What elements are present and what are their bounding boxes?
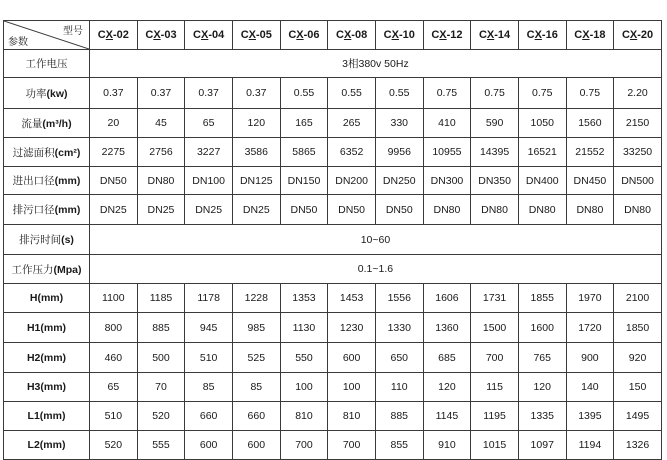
param-value: 2756 <box>137 138 185 167</box>
param-row <box>4 225 662 255</box>
param-value: 810 <box>280 402 328 431</box>
param-row <box>4 50 662 78</box>
param-value: 1015 <box>471 431 519 460</box>
param-value: 0.75 <box>423 78 471 109</box>
param-value: 1731 <box>471 284 519 313</box>
model-series: X <box>391 29 399 41</box>
param-value: 1606 <box>423 284 471 313</box>
param-row <box>4 138 662 167</box>
param-value: 985 <box>232 313 280 343</box>
param-value: 3586 <box>232 138 280 167</box>
param-value: 885 <box>137 313 185 343</box>
param-value: 0.37 <box>137 78 185 109</box>
param-value: 0.75 <box>471 78 519 109</box>
param-value: DN80 <box>471 195 519 225</box>
param-value: 1145 <box>423 402 471 431</box>
param-value: 14395 <box>471 138 519 167</box>
param-value: DN350 <box>471 167 519 195</box>
param-span-value: 10~60 <box>90 225 662 255</box>
param-unit: (cm²) <box>54 146 81 159</box>
param-value: 1855 <box>518 284 566 313</box>
param-label <box>4 373 90 402</box>
param-value: DN50 <box>328 195 376 225</box>
param-value: 1500 <box>471 313 519 343</box>
param-name: 工作压力 <box>11 263 54 276</box>
param-value: 810 <box>328 402 376 431</box>
param-name: 流量 <box>21 117 43 130</box>
param-value: DN25 <box>185 195 233 225</box>
model-prefix: C <box>240 29 249 41</box>
param-label <box>4 431 90 460</box>
model-number: -08 <box>351 29 368 41</box>
model-number: -20 <box>637 29 654 41</box>
param-name: 功率 <box>25 87 47 100</box>
param-value: 0.55 <box>375 78 423 109</box>
model-series: X <box>439 29 447 41</box>
param-value: 16521 <box>518 138 566 167</box>
param-value: DN80 <box>137 167 185 195</box>
param-unit: H2(mm) <box>26 351 67 364</box>
param-value: DN80 <box>518 195 566 225</box>
param-value: 85 <box>185 373 233 402</box>
model-header <box>90 21 138 50</box>
model-series: X <box>105 29 114 41</box>
param-value: 1228 <box>232 284 280 313</box>
param-value: DN150 <box>280 167 328 195</box>
param-value: 525 <box>232 343 280 373</box>
param-row <box>4 343 662 373</box>
param-row <box>4 284 662 313</box>
model-series: X <box>534 29 542 41</box>
param-value: 1495 <box>614 402 662 431</box>
param-value: 2150 <box>614 109 662 138</box>
param-value: 1330 <box>375 313 423 343</box>
param-value: 265 <box>328 109 376 138</box>
param-value: 765 <box>518 343 566 373</box>
param-row <box>4 402 662 431</box>
model-prefix: C <box>431 29 440 41</box>
param-value: 885 <box>375 402 423 431</box>
model-number: -14 <box>494 29 511 41</box>
param-row <box>4 109 662 138</box>
param-unit: (mm) <box>54 204 81 216</box>
param-value: 2100 <box>614 284 662 313</box>
model-header <box>423 21 471 50</box>
model-header <box>471 21 519 50</box>
param-value: 1850 <box>614 313 662 343</box>
param-value: 1720 <box>566 313 614 343</box>
param-value: 1560 <box>566 109 614 138</box>
model-number: -04 <box>208 29 225 41</box>
param-value: DN25 <box>137 195 185 225</box>
param-value: 110 <box>375 373 423 402</box>
model-series: X <box>486 29 495 41</box>
param-value: 1395 <box>566 402 614 431</box>
param-value: 510 <box>185 343 233 373</box>
model-prefix: C <box>97 29 106 41</box>
model-header <box>518 21 566 50</box>
param-row <box>4 195 662 225</box>
param-value: 165 <box>280 109 328 138</box>
param-name: 排污口径 <box>12 204 55 216</box>
param-value: 0.75 <box>566 78 614 109</box>
param-value: 920 <box>614 343 662 373</box>
model-number: -18 <box>589 29 606 41</box>
param-value: 0.55 <box>280 78 328 109</box>
model-header <box>375 21 423 50</box>
param-value: 1453 <box>328 284 376 313</box>
model-series: X <box>629 29 638 41</box>
param-value: 1335 <box>518 402 566 431</box>
param-value: 65 <box>185 109 233 138</box>
model-number: -16 <box>541 29 558 41</box>
param-value: DN80 <box>614 195 662 225</box>
model-header <box>232 21 280 50</box>
model-header <box>566 21 614 50</box>
param-value: 0.37 <box>185 78 233 109</box>
param-value: DN400 <box>518 167 566 195</box>
model-number: -03 <box>160 29 177 41</box>
model-number: -02 <box>113 29 129 41</box>
param-unit: (Mpa) <box>53 263 82 276</box>
param-value: DN500 <box>614 167 662 195</box>
param-value: 1195 <box>471 402 519 431</box>
param-label <box>4 313 90 343</box>
param-unit: (s) <box>61 234 74 246</box>
param-row <box>4 431 662 460</box>
param-value: 590 <box>471 109 519 138</box>
param-value: 650 <box>375 343 423 373</box>
model-number: -10 <box>398 29 415 41</box>
param-value: 700 <box>471 343 519 373</box>
corner-param-label: 参数 <box>8 37 28 48</box>
model-prefix: C <box>574 29 583 41</box>
param-value: 10955 <box>423 138 471 167</box>
param-name: 排污时间 <box>19 234 62 246</box>
model-series: X <box>153 29 161 41</box>
model-series: X <box>200 29 209 41</box>
param-value: 1185 <box>137 284 185 313</box>
param-value: 33250 <box>614 138 662 167</box>
param-value: DN25 <box>232 195 280 225</box>
model-prefix: C <box>526 29 535 41</box>
param-value: DN50 <box>280 195 328 225</box>
param-value: 45 <box>137 109 185 138</box>
param-label <box>4 138 90 167</box>
param-value: DN50 <box>375 195 423 225</box>
param-value: DN100 <box>185 167 233 195</box>
param-unit: (mm) <box>54 175 81 187</box>
param-value: 1600 <box>518 313 566 343</box>
param-unit: H1(mm) <box>26 321 67 334</box>
param-unit: L2(mm) <box>27 439 66 451</box>
param-value: 2.20 <box>614 78 662 109</box>
param-value: 550 <box>280 343 328 373</box>
param-value: 1230 <box>328 313 376 343</box>
model-header <box>280 21 328 50</box>
param-value: 685 <box>423 343 471 373</box>
param-value: 3227 <box>185 138 233 167</box>
model-series: X <box>296 29 304 41</box>
param-value: DN300 <box>423 167 471 195</box>
param-value: 700 <box>280 431 328 460</box>
param-value: 910 <box>423 431 471 460</box>
param-value: DN450 <box>566 167 614 195</box>
model-prefix: C <box>621 29 630 41</box>
model-prefix: C <box>193 29 201 41</box>
param-label <box>4 255 90 284</box>
param-value: 410 <box>423 109 471 138</box>
param-value: 100 <box>280 373 328 402</box>
model-prefix: C <box>336 29 344 41</box>
model-header <box>185 21 233 50</box>
param-row <box>4 313 662 343</box>
param-value: 945 <box>185 313 233 343</box>
param-value: 85 <box>232 373 280 402</box>
param-value: 5865 <box>280 138 328 167</box>
param-label <box>4 225 90 255</box>
param-value: 21552 <box>566 138 614 167</box>
model-prefix: C <box>288 29 297 41</box>
corner-cell <box>4 21 90 50</box>
param-value: 900 <box>566 343 614 373</box>
param-value: 9956 <box>375 138 423 167</box>
param-label <box>4 109 90 138</box>
param-value: 1178 <box>185 284 233 313</box>
param-value: 1360 <box>423 313 471 343</box>
param-value: 660 <box>185 402 233 431</box>
param-row <box>4 167 662 195</box>
param-value: 1970 <box>566 284 614 313</box>
model-header <box>137 21 185 50</box>
model-series: X <box>582 29 590 41</box>
param-value: 700 <box>328 431 376 460</box>
param-value: 100 <box>328 373 376 402</box>
param-name: 工作电压 <box>25 58 68 70</box>
param-value: 0.75 <box>518 78 566 109</box>
model-number: -06 <box>303 29 320 41</box>
param-row <box>4 78 662 109</box>
param-row <box>4 255 662 284</box>
param-value: 600 <box>328 343 376 373</box>
param-value: 1130 <box>280 313 328 343</box>
model-prefix: C <box>383 29 392 41</box>
param-value: DN80 <box>423 195 471 225</box>
model-prefix: C <box>478 29 487 41</box>
param-value: 460 <box>90 343 138 373</box>
param-value: 520 <box>90 431 138 460</box>
param-value: 120 <box>232 109 280 138</box>
param-value: 600 <box>185 431 233 460</box>
param-label <box>4 343 90 373</box>
param-span-value: 0.1~1.6 <box>90 255 662 284</box>
param-value: 65 <box>90 373 138 402</box>
param-value: 0.37 <box>232 78 280 109</box>
param-value: 115 <box>471 373 519 402</box>
model-series: X <box>248 29 256 41</box>
param-unit: L1(mm) <box>27 410 66 422</box>
param-value: 1326 <box>614 431 662 460</box>
param-unit: (kw) <box>46 87 68 100</box>
param-value: 510 <box>90 402 138 431</box>
param-label <box>4 195 90 225</box>
param-value: 600 <box>232 431 280 460</box>
param-label <box>4 402 90 431</box>
param-row <box>4 373 662 402</box>
param-value: 500 <box>137 343 185 373</box>
model-header <box>328 21 376 50</box>
param-value: 6352 <box>328 138 376 167</box>
table-body <box>4 50 662 460</box>
param-span-value: 3相380v 50Hz <box>90 50 662 78</box>
param-value: 0.37 <box>90 78 138 109</box>
param-value: 70 <box>137 373 185 402</box>
param-value: 140 <box>566 373 614 402</box>
header-row <box>4 21 662 50</box>
param-value: 2275 <box>90 138 138 167</box>
param-value: 20 <box>90 109 138 138</box>
param-value: 120 <box>518 373 566 402</box>
param-value: 555 <box>137 431 185 460</box>
param-value: 1100 <box>90 284 138 313</box>
model-header <box>614 21 662 50</box>
param-unit: (m³/h) <box>42 117 72 130</box>
model-prefix: C <box>145 29 154 41</box>
param-unit: H(mm) <box>29 292 64 304</box>
model-number: -12 <box>446 29 463 41</box>
param-label <box>4 167 90 195</box>
param-label <box>4 50 90 78</box>
param-value: 120 <box>423 373 471 402</box>
param-value: 1050 <box>518 109 566 138</box>
param-value: 660 <box>232 402 280 431</box>
corner-model-label: 型号 <box>63 26 83 37</box>
param-unit: H3(mm) <box>26 381 67 393</box>
param-value: 330 <box>375 109 423 138</box>
param-value: DN25 <box>90 195 138 225</box>
model-number: -05 <box>255 29 272 41</box>
param-label <box>4 78 90 109</box>
param-name: 过滤面积 <box>12 146 55 159</box>
param-value: 1353 <box>280 284 328 313</box>
param-value: DN80 <box>566 195 614 225</box>
param-value: 855 <box>375 431 423 460</box>
param-value: 520 <box>137 402 185 431</box>
param-value: 1097 <box>518 431 566 460</box>
param-value: DN250 <box>375 167 423 195</box>
param-value: DN200 <box>328 167 376 195</box>
param-value: 1194 <box>566 431 614 460</box>
param-value: 150 <box>614 373 662 402</box>
param-value: DN125 <box>232 167 280 195</box>
param-value: DN50 <box>90 167 138 195</box>
param-label <box>4 284 90 313</box>
model-series: X <box>343 29 352 41</box>
param-name: 进出口径 <box>12 175 55 187</box>
param-value: 1556 <box>375 284 423 313</box>
param-value: 800 <box>90 313 138 343</box>
spec-table <box>3 20 662 460</box>
param-value: 0.55 <box>328 78 376 109</box>
